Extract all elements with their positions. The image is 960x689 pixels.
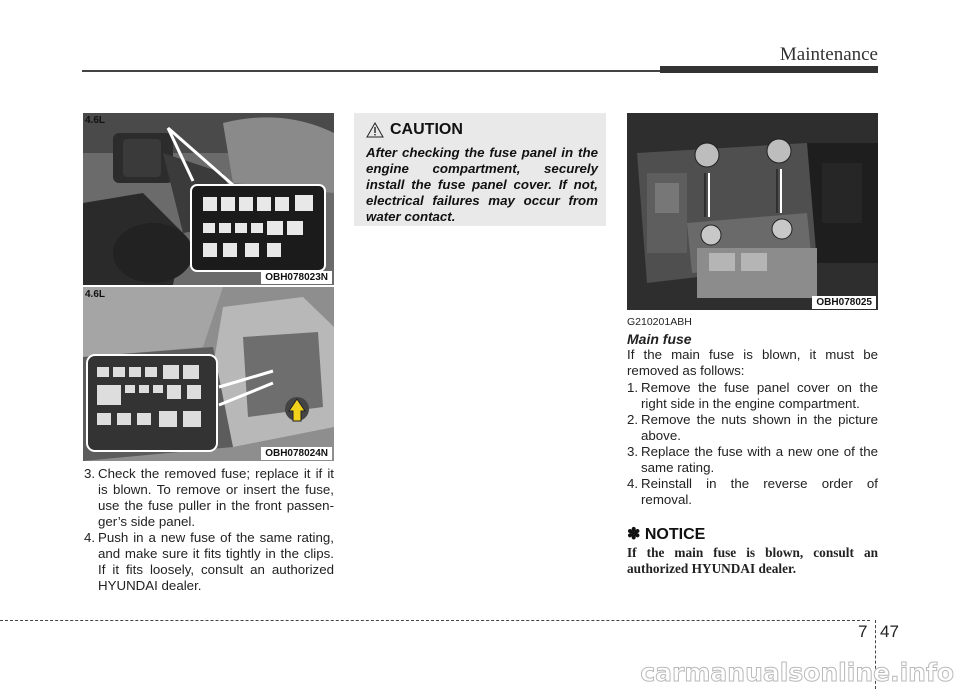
main-fuse-heading: Main fuse xyxy=(627,331,692,347)
step-text: Push in a new fuse of the same rating, and make sure it fits tightly in the clips. If it fits loosely, consult an authorized HYUNDAI dealer. xyxy=(98,530,334,593)
fuse-check-steps xyxy=(84,466,334,594)
main-fuse-intro: If the main fuse is blown, it must be removed as follows: xyxy=(627,347,878,378)
step-text: Remove the nuts shown in the picture above. xyxy=(641,412,878,443)
list-item xyxy=(627,380,878,412)
step-text: Check the removed fuse; replace it if it is blown. To remove or insert the fuse, use the fuse puller in the front passen-ger’s side panel. xyxy=(98,466,334,529)
chapter-number: 7 xyxy=(858,622,868,641)
engine-label: 4.6L xyxy=(85,115,106,126)
step-number: 3. xyxy=(84,466,96,481)
caution-header xyxy=(366,121,463,139)
list-item xyxy=(84,530,334,594)
step-number: 2. xyxy=(627,412,639,427)
section-title: Maintenance xyxy=(779,44,878,65)
engine-photo-top xyxy=(83,113,334,285)
page-number: 47 xyxy=(880,622,899,641)
engine-illustration-bottom xyxy=(83,287,334,461)
caution-title: CAUTION xyxy=(390,121,463,138)
engine-label: 4.6L xyxy=(85,289,106,300)
step-text: Replace the fuse with a new one of the same rating. xyxy=(641,444,878,475)
caution-box xyxy=(354,113,606,226)
main-fuse-steps xyxy=(627,380,878,508)
caution-text: After checking the fuse panel in the engine compartment, securely install the fuse panel cover. If not, electrical failures may occur from water contact. xyxy=(366,145,598,224)
step-text: Remove the fuse panel cover on the right side in the engine compartment. xyxy=(641,380,878,411)
engine-illustration-top xyxy=(83,113,334,285)
main-fuse-illustration xyxy=(627,113,878,310)
header-rule-accent xyxy=(660,66,878,73)
reference-code: G210201ABH xyxy=(627,316,692,328)
notice-title: ✽ NOTICE xyxy=(627,526,706,543)
list-item xyxy=(84,466,334,530)
step-number: 3. xyxy=(627,444,639,459)
step-number: 4. xyxy=(84,530,96,545)
engine-photo-bottom xyxy=(83,287,334,461)
footer-rule xyxy=(0,620,870,621)
step-number: 1. xyxy=(627,380,639,395)
figure-code: OBH078023N xyxy=(261,271,332,284)
watermark: carmanualsonline.info xyxy=(640,658,954,687)
list-item xyxy=(627,476,878,508)
notice-text: If the main fuse is blown, consult an authorized HYUNDAI dealer. xyxy=(627,545,878,576)
step-text: Reinstall in the reverse order of removal. xyxy=(641,476,878,507)
figure-code: OBH078025 xyxy=(812,296,876,309)
header-rule xyxy=(82,70,662,72)
figure-code: OBH078024N xyxy=(261,447,332,460)
step-number: 4. xyxy=(627,476,639,491)
list-item xyxy=(627,412,878,444)
main-fuse-photo xyxy=(627,113,878,310)
warning-icon xyxy=(366,122,384,138)
list-item xyxy=(627,444,878,476)
